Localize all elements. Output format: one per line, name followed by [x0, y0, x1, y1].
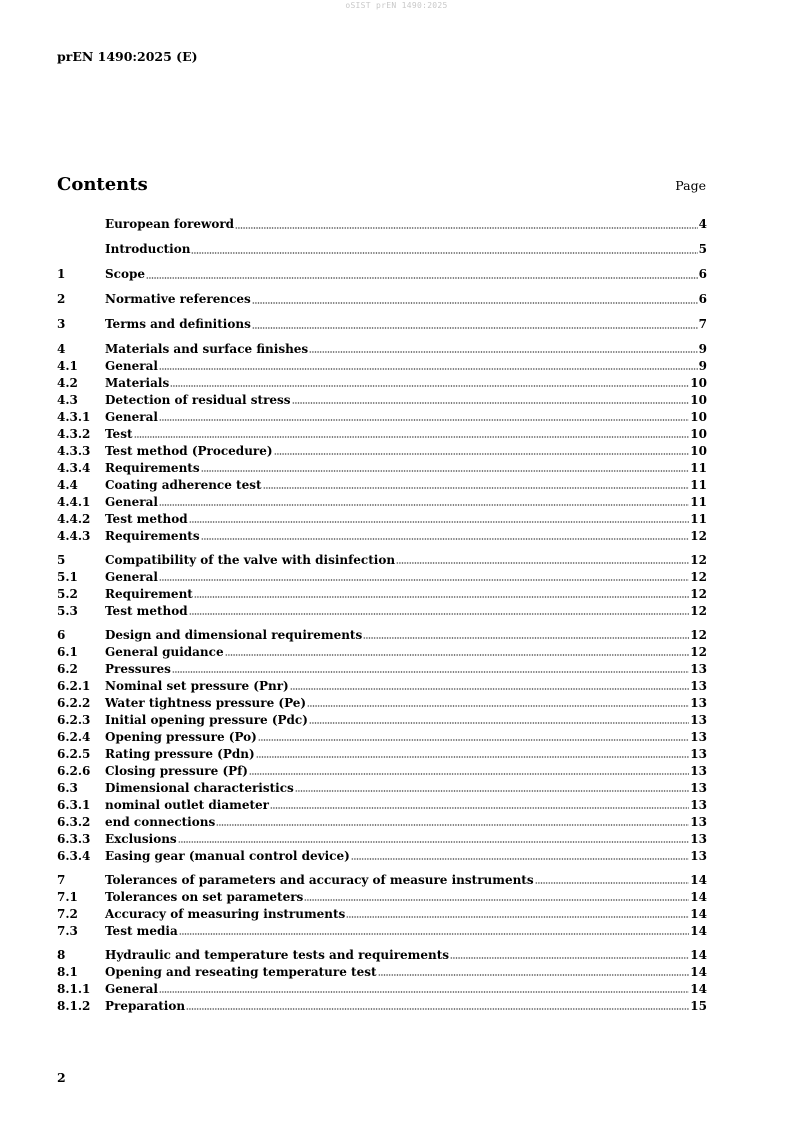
toc-dot-leader [295, 789, 690, 793]
toc-entry-page: 12 [690, 553, 707, 567]
toc-entry[interactable] [57, 552, 707, 569]
toc-dot-leader [351, 857, 690, 861]
toc-entry-number: 8.1.2 [57, 999, 91, 1013]
toc-entry[interactable] [57, 814, 707, 831]
toc-entry-number: 6.2.6 [57, 764, 91, 778]
toc-entry-number: 5.2 [57, 587, 78, 601]
toc-dot-leader [134, 435, 690, 439]
toc-entry-page: 11 [690, 512, 707, 526]
toc-entry-page: 13 [690, 730, 707, 744]
toc-dot-leader [309, 721, 689, 725]
toc-entry-title: Introduction [105, 242, 191, 256]
toc-group [57, 627, 707, 865]
toc-entry-number: 7.3 [57, 924, 78, 938]
toc-dot-leader [258, 738, 689, 742]
toc-dot-leader [159, 367, 698, 371]
toc-entry-title: Test method [105, 512, 188, 526]
toc-group [57, 266, 707, 284]
toc-entry-page: 13 [690, 781, 707, 795]
toc-entry-title: General [105, 570, 158, 584]
toc-entry-page: 14 [690, 907, 707, 921]
toc-entry-title: Hydraulic and temperature tests and requirements [105, 948, 450, 962]
watermark: oSIST prEN 1490:2025 [345, 1, 448, 10]
toc-group [57, 341, 707, 545]
toc-dot-leader [274, 452, 690, 456]
toc-dot-leader [201, 469, 690, 473]
toc-group [57, 291, 707, 309]
toc-dot-leader [179, 932, 690, 936]
toc-entry-page: 14 [690, 948, 707, 962]
toc-dot-leader [378, 973, 690, 977]
toc-entry-page: 14 [690, 873, 707, 887]
toc-dot-leader [304, 898, 689, 902]
toc-dot-leader [346, 915, 689, 919]
toc-entry-page: 13 [690, 764, 707, 778]
toc-entry[interactable] [57, 409, 707, 426]
toc-entry[interactable] [57, 661, 707, 678]
toc-dot-leader [535, 881, 690, 885]
page-number: 2 [57, 1070, 66, 1085]
toc-entry-title: European foreword [105, 217, 235, 231]
toc-entry-title: Test method (Procedure) [105, 444, 273, 458]
toc-entry-page: 11 [690, 495, 707, 509]
toc-entry-number: 2 [57, 292, 66, 306]
toc-entry[interactable] [57, 477, 707, 494]
toc-entry[interactable] [57, 375, 707, 392]
toc-entry-page: 12 [690, 529, 707, 543]
toc-entry-title: Compatibility of the valve with disinfection [105, 553, 396, 567]
toc-entry-page: 13 [690, 679, 707, 693]
toc-entry-page: 10 [690, 393, 707, 407]
toc-dot-leader [263, 486, 690, 490]
toc-entry-page: 11 [690, 461, 707, 475]
toc-entry-page: 15 [690, 999, 707, 1013]
toc-entry-page: 14 [690, 965, 707, 979]
toc-entry-number: 6.2.1 [57, 679, 91, 693]
toc-entry[interactable] [57, 797, 707, 814]
toc-entry-title: Terms and definitions [105, 317, 251, 331]
toc-entry[interactable] [57, 712, 707, 729]
toc-dot-leader [159, 503, 689, 507]
toc-entry-number: 5.3 [57, 604, 78, 618]
toc-entry-page: 9 [698, 359, 707, 373]
toc-dot-leader [270, 806, 689, 810]
toc-dot-leader [292, 401, 690, 405]
toc-entry-number: 6.3.2 [57, 815, 91, 829]
toc-entry[interactable] [57, 906, 707, 923]
toc-group [57, 947, 707, 1015]
toc-entry-title: Tolerances on set parameters [105, 890, 304, 904]
toc-entry-page: 14 [690, 890, 707, 904]
toc-entry-number: 6.3.3 [57, 832, 91, 846]
toc-entry-number: 8 [57, 948, 66, 962]
toc-entry-title: Normative references [105, 292, 251, 306]
toc-entry-number: 4.4.3 [57, 529, 91, 543]
toc-entry[interactable] [57, 358, 707, 375]
toc-entry-title: General guidance [105, 645, 224, 659]
toc-dot-leader [307, 704, 689, 708]
toc-entry-number: 4.4.2 [57, 512, 91, 526]
toc-entry-page: 13 [690, 849, 707, 863]
toc-entry[interactable] [57, 603, 707, 620]
toc-entry-title: Tolerances of parameters and accuracy of measure instruments [105, 873, 534, 887]
toc-dot-leader [216, 823, 689, 827]
toc-entry[interactable] [57, 831, 707, 848]
table-of-contents [57, 216, 707, 1022]
toc-entry-title: Opening and reseating temperature test [105, 965, 377, 979]
toc-entry-number: 4.3 [57, 393, 78, 407]
toc-entry-page: 4 [698, 217, 707, 231]
toc-entry-number: 4.3.2 [57, 427, 91, 441]
toc-dot-leader [194, 595, 689, 599]
toc-entry-title: Pressures [105, 662, 171, 676]
toc-entry-number: 4.3.4 [57, 461, 91, 475]
toc-entry-title: Requirements [105, 529, 200, 543]
toc-entry[interactable] [57, 729, 707, 746]
toc-entry[interactable] [57, 872, 707, 889]
toc-entry-title: Scope [105, 267, 146, 281]
toc-entry-title: Opening pressure (Po) [105, 730, 257, 744]
toc-entry-number: 8.1.1 [57, 982, 91, 996]
toc-entry-number: 6.3.1 [57, 798, 91, 812]
toc-entry-title: Test [105, 427, 133, 441]
toc-group [57, 552, 707, 620]
toc-dot-leader [172, 670, 689, 674]
toc-entry[interactable] [57, 746, 707, 763]
toc-dot-leader [252, 326, 698, 330]
toc-entry-title: Initial opening pressure (Pdc) [105, 713, 308, 727]
toc-entry-number: 3 [57, 317, 66, 331]
toc-dot-leader [256, 755, 690, 759]
toc-entry-number: 6.3 [57, 781, 78, 795]
toc-entry[interactable] [57, 586, 707, 603]
toc-entry[interactable] [57, 678, 707, 695]
toc-entry-title: Preparation [105, 999, 186, 1013]
toc-entry-page: 12 [690, 628, 707, 642]
toc-entry-number: 1 [57, 267, 66, 281]
toc-entry-page: 13 [690, 662, 707, 676]
toc-group [57, 872, 707, 940]
toc-entry-number: 7 [57, 873, 66, 887]
toc-dot-leader [235, 226, 698, 230]
toc-entry-page: 13 [690, 815, 707, 829]
toc-entry-page: 7 [698, 317, 707, 331]
toc-entry-title: Dimensional characteristics [105, 781, 294, 795]
toc-dot-leader [170, 384, 689, 388]
toc-group [57, 316, 707, 334]
toc-entry-title: Rating pressure (Pdn) [105, 747, 255, 761]
toc-entry[interactable] [57, 528, 707, 545]
toc-entry-page: 6 [698, 292, 707, 306]
toc-dot-leader [290, 687, 690, 691]
toc-dot-leader [178, 840, 690, 844]
toc-dot-leader [225, 653, 690, 657]
toc-entry-page: 10 [690, 376, 707, 390]
toc-entry-title: Exclusions [105, 832, 177, 846]
toc-entry-number: 6.2.2 [57, 696, 91, 710]
toc-entry-page: 10 [690, 427, 707, 441]
toc-entry[interactable] [57, 291, 707, 309]
toc-entry-page: 10 [690, 444, 707, 458]
toc-dot-leader [201, 537, 690, 541]
toc-entry[interactable] [57, 266, 707, 284]
toc-dot-leader [146, 276, 698, 280]
toc-entry-title: Requirement [105, 587, 193, 601]
toc-entry[interactable] [57, 216, 707, 234]
toc-dot-leader [363, 636, 689, 640]
toc-entry[interactable] [57, 511, 707, 528]
contents-title: Contents [57, 174, 148, 195]
toc-entry-title: Requirements [105, 461, 200, 475]
toc-entry-title: end connections [105, 815, 216, 829]
toc-entry-title: General [105, 410, 158, 424]
toc-dot-leader [450, 956, 689, 960]
toc-entry[interactable] [57, 964, 707, 981]
toc-entry-page: 13 [690, 713, 707, 727]
toc-entry-number: 4.1 [57, 359, 78, 373]
toc-entry-number: 6.2.5 [57, 747, 91, 761]
toc-entry[interactable] [57, 569, 707, 586]
toc-entry-number: 4.4 [57, 478, 78, 492]
toc-entry-number: 4.2 [57, 376, 78, 390]
toc-entry-title: General [105, 359, 158, 373]
toc-entry-page: 13 [690, 696, 707, 710]
toc-dot-leader [309, 350, 697, 354]
toc-entry-page: 13 [690, 832, 707, 846]
toc-entry[interactable] [57, 923, 707, 940]
toc-entry[interactable] [57, 947, 707, 964]
toc-dot-leader [249, 772, 689, 776]
toc-entry-title: Test media [105, 924, 178, 938]
toc-entry[interactable] [57, 780, 707, 797]
toc-entry-number: 6.1 [57, 645, 78, 659]
toc-entry[interactable] [57, 392, 707, 409]
toc-entry-title: Easing gear (manual control device) [105, 849, 350, 863]
toc-entry[interactable] [57, 241, 707, 259]
toc-entry-title: Coating adherence test [105, 478, 262, 492]
toc-entry-title: Water tightness pressure (Pe) [105, 696, 307, 710]
toc-entry-page: 14 [690, 924, 707, 938]
toc-entry[interactable] [57, 460, 707, 477]
toc-entry[interactable] [57, 341, 707, 358]
toc-entry[interactable] [57, 763, 707, 780]
toc-dot-leader [159, 578, 689, 582]
toc-entry[interactable] [57, 316, 707, 334]
toc-entry-title: nominal outlet diameter [105, 798, 269, 812]
toc-entry[interactable] [57, 695, 707, 712]
toc-entry[interactable] [57, 998, 707, 1015]
toc-entry-title: Materials [105, 376, 170, 390]
toc-entry[interactable] [57, 644, 707, 661]
toc-dot-leader [186, 1007, 689, 1011]
toc-entry-title: Detection of residual stress [105, 393, 291, 407]
toc-entry-number: 6.2 [57, 662, 78, 676]
toc-entry-page: 12 [690, 604, 707, 618]
toc-entry-page: 13 [690, 798, 707, 812]
toc-dot-leader [159, 418, 689, 422]
toc-entry-number: 6.2.3 [57, 713, 91, 727]
toc-entry-number: 6 [57, 628, 66, 642]
toc-entry-page: 6 [698, 267, 707, 281]
toc-dot-leader [252, 301, 698, 305]
toc-entry-page: 9 [698, 342, 707, 356]
toc-entry-page: 11 [690, 478, 707, 492]
toc-dot-leader [189, 520, 690, 524]
toc-entry-title: Nominal set pressure (Pnr) [105, 679, 289, 693]
toc-entry-page: 14 [690, 982, 707, 996]
toc-entry-title: Accuracy of measuring instruments [105, 907, 346, 921]
document-id: prEN 1490:2025 (E) [57, 49, 198, 64]
toc-entry[interactable] [57, 848, 707, 865]
toc-entry-title: Test method [105, 604, 188, 618]
toc-entry-number: 7.1 [57, 890, 78, 904]
toc-entry[interactable] [57, 889, 707, 906]
toc-group [57, 216, 707, 234]
toc-entry[interactable] [57, 627, 707, 644]
toc-entry-page: 12 [690, 645, 707, 659]
toc-entry-number: 8.1 [57, 965, 78, 979]
toc-dot-leader [159, 990, 689, 994]
toc-entry-number: 4.3.1 [57, 410, 91, 424]
toc-entry-number: 5.1 [57, 570, 78, 584]
toc-entry[interactable] [57, 443, 707, 460]
toc-entry-title: Design and dimensional requirements [105, 628, 363, 642]
toc-dot-leader [189, 612, 690, 616]
toc-entry-page: 10 [690, 410, 707, 424]
toc-entry-title: General [105, 495, 158, 509]
toc-entry-number: 6.2.4 [57, 730, 91, 744]
toc-entry-number: 7.2 [57, 907, 78, 921]
toc-entry[interactable] [57, 494, 707, 511]
toc-dot-leader [191, 251, 697, 255]
toc-entry-title: General [105, 982, 158, 996]
toc-entry-title: Materials and surface finishes [105, 342, 309, 356]
toc-entry-page: 5 [698, 242, 707, 256]
page-column-label: Page [675, 178, 706, 193]
toc-group [57, 241, 707, 259]
toc-entry-page: 12 [690, 570, 707, 584]
toc-entry-number: 4 [57, 342, 66, 356]
toc-entry-page: 13 [690, 747, 707, 761]
toc-dot-leader [396, 561, 689, 565]
toc-entry-number: 4.4.1 [57, 495, 91, 509]
toc-entry-number: 4.3.3 [57, 444, 91, 458]
toc-entry-number: 5 [57, 553, 66, 567]
toc-entry-number: 6.3.4 [57, 849, 91, 863]
toc-entry-page: 12 [690, 587, 707, 601]
toc-entry[interactable] [57, 981, 707, 998]
toc-entry[interactable] [57, 426, 707, 443]
toc-entry-title: Closing pressure (Pf) [105, 764, 248, 778]
